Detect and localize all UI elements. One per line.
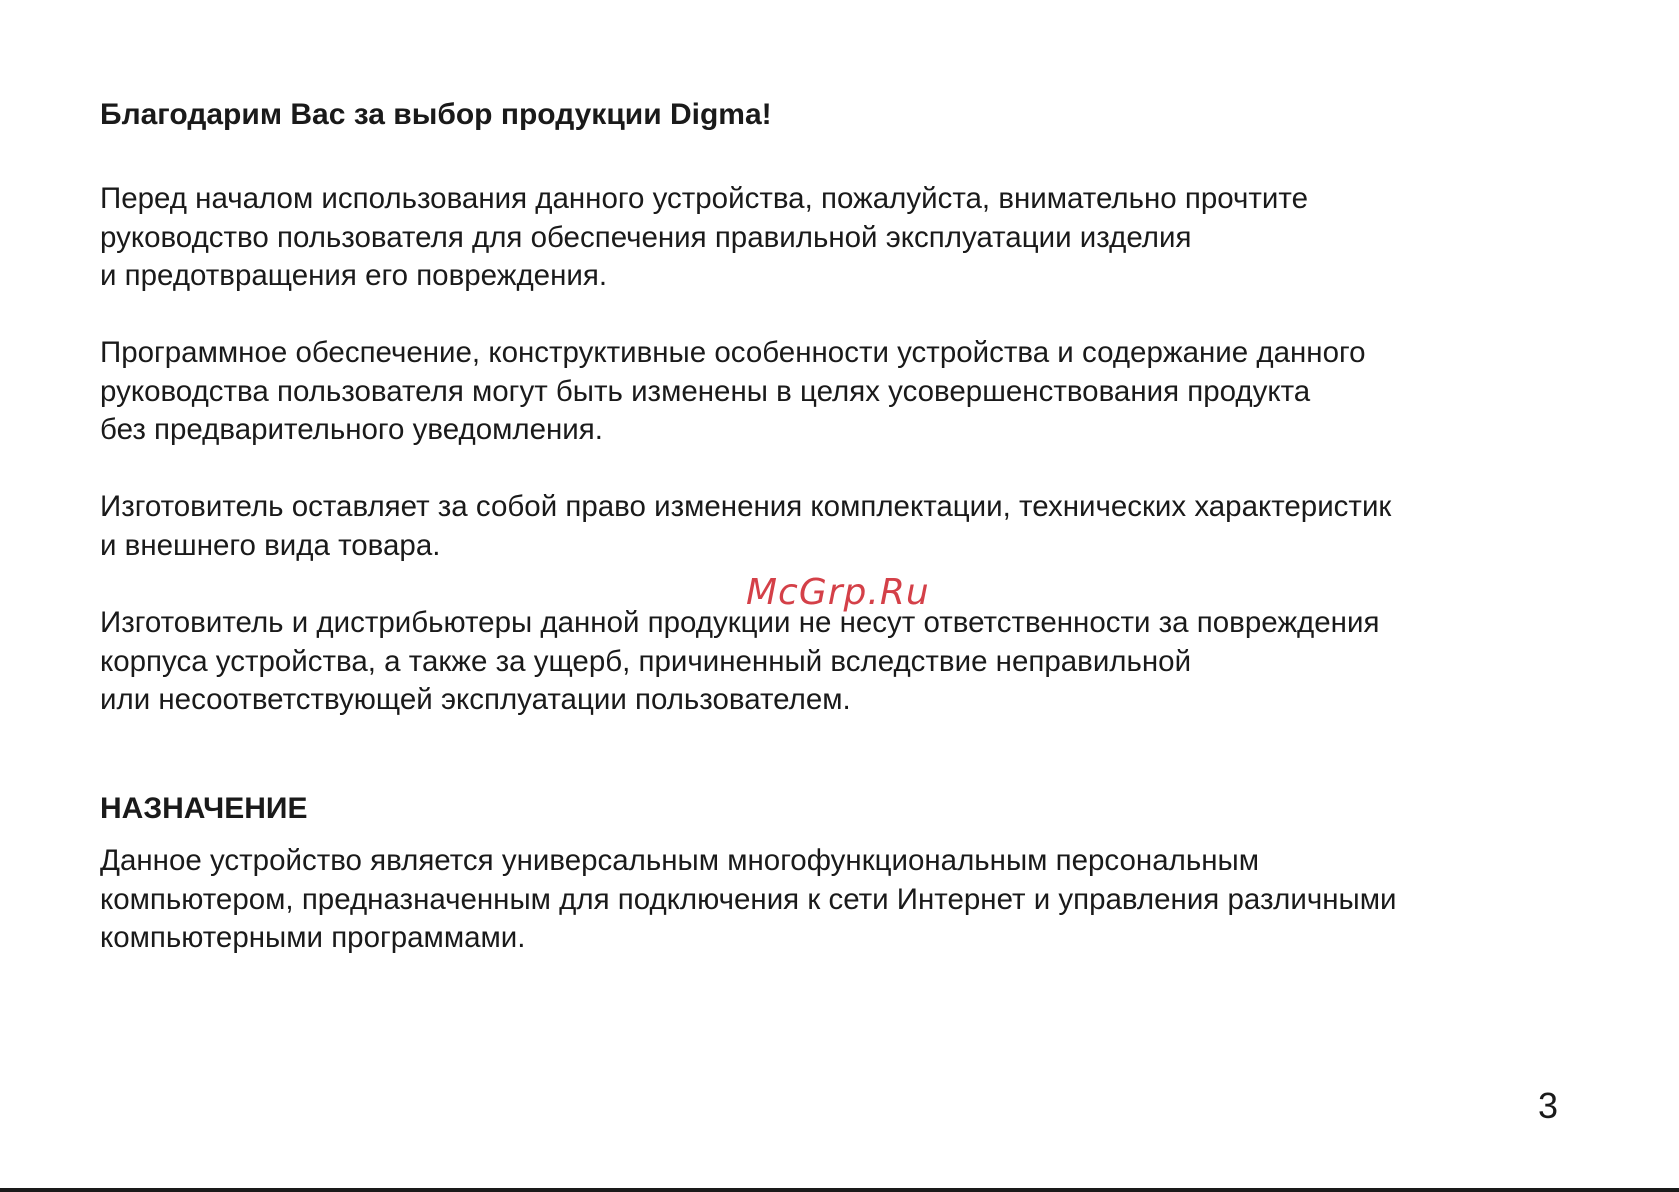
paragraph-line: Перед началом использования данного устройства, пожалуйста, внимательно прочтите [100, 182, 1308, 215]
paragraph-line: корпуса устройства, а также за ущерб, причиненный вследствие неправильной [100, 644, 1192, 678]
paragraph-manufacturer-rights [100, 488, 1391, 565]
greeting-heading: Благодарим Вас за выбор продукции Digma! [100, 98, 772, 131]
paragraph-line: Данное устройство является универсальным многофункциональным персональным [100, 844, 1259, 877]
paragraph-line: компьютерными программами. [100, 921, 526, 954]
paragraph-line: без предварительного уведомления. [100, 413, 603, 446]
paragraph-line: руководство пользователя для обеспечения правильной эксплуатации изделия [100, 220, 1192, 254]
page-number: 3 [1538, 1085, 1559, 1126]
paragraph-changes-notice [100, 334, 1366, 450]
section-title-purpose: НАЗНАЧЕНИЕ [100, 792, 308, 825]
paragraph-line: и предотвращения его повреждения. [100, 259, 608, 292]
paragraph-line: руководства пользователя могут быть изменены в целях усовершенствования продукта [100, 374, 1311, 408]
paragraph-line: Программное обеспечение, конструктивные особенности устройства и содержание данного [100, 336, 1366, 369]
paragraph-purpose [100, 842, 1396, 958]
paragraph-liability [100, 604, 1379, 720]
paragraph-line: Изготовитель и дистрибьютеры данной продукции не несут ответственности за повреждения [100, 606, 1380, 639]
bottom-divider [0, 1188, 1679, 1192]
paragraph-line: компьютером, предназначенным для подключения к сети Интернет и управления различными [100, 882, 1397, 916]
paragraph-line: Изготовитель оставляет за собой право изменения комплектации, технических характеристик [100, 490, 1392, 523]
watermark-text: McGrp.Ru [746, 572, 930, 613]
paragraph-line: или несоответствующей эксплуатации пользователем. [100, 683, 851, 716]
paragraph-read-manual [100, 180, 1308, 296]
paragraph-line: и внешнего вида товара. [100, 528, 441, 562]
